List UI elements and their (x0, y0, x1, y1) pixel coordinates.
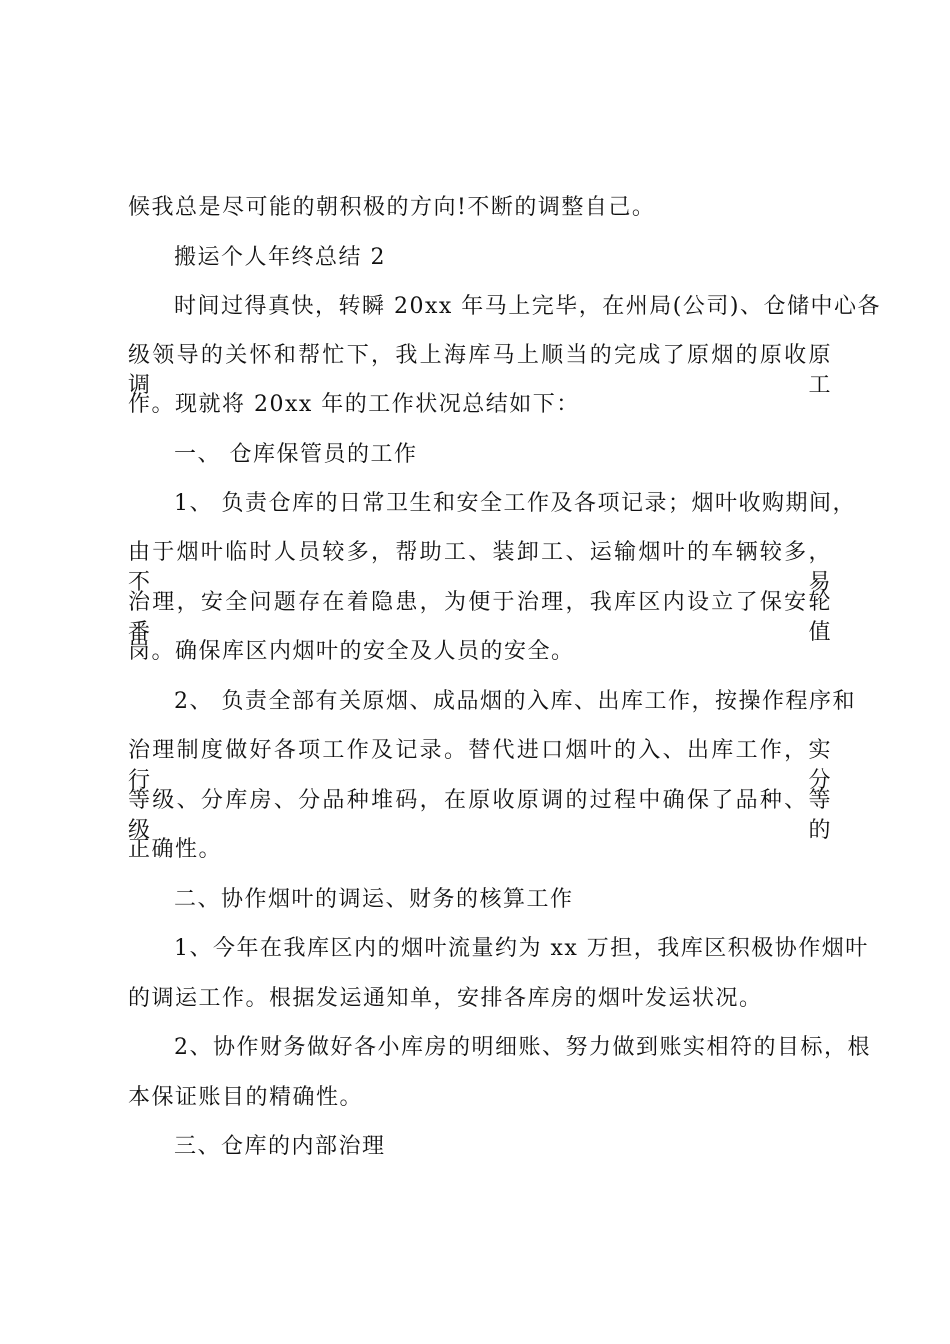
text-line: 2、协作财务做好各小库房的明细账、努力做到账实相符的目标，根 (174, 1035, 871, 1060)
text-line: 治理制度做好各项工作及记录。替代进口烟叶的入、出库工作，实行分 (128, 738, 832, 793)
text-line: 1、今年在我库区内的烟叶流量约为 xx 万担，我库区积极协作烟叶 (174, 936, 869, 961)
text-line: 岗。确保库区内烟叶的安全及人员的安全。 (128, 639, 575, 664)
text-line: 的调运工作。根据发运通知单，安排各库房的烟叶发运状况。 (128, 986, 763, 1011)
text-line: 级领导的关怀和帮忙下，我上海库马上顺当的完成了原烟的原收原调工 (128, 343, 832, 398)
text-line: 等级、分库房、分品种堆码，在原收原调的过程中确保了品种、等级的 (128, 788, 832, 843)
text-line: 时间过得真快，转瞬 20xx 年马上完毕，在州局(公司)、仓储中心各 (174, 294, 881, 319)
subheading: 三、仓库的内部治理 (174, 1134, 386, 1159)
text-line: 候我总是尽可能的朝积极的方向!不断的调整自己。 (128, 195, 656, 220)
subheading: 一、 仓库保管员的工作 (174, 442, 418, 467)
text-line: 1、 负责仓库的日常卫生和安全工作及各项记录；烟叶收购期间， (174, 491, 856, 516)
text-line: 由于烟叶临时人员较多，帮助工、装卸工、运输烟叶的车辆较多，不易 (128, 540, 832, 595)
text-line: 本保证账目的精确性。 (128, 1085, 364, 1110)
section-heading: 搬运个人年终总结 2 (174, 245, 386, 270)
text-line: 治理，安全问题存在着隐患，为便于治理，我库区内设立了保安轮番值 (128, 590, 832, 645)
text-line: 作。现就将 20xx 年的工作状况总结如下： (128, 392, 580, 417)
text-line: 2、 负责全部有关原烟、成品烟的入库、出库工作，按操作程序和 (174, 689, 856, 714)
text-line: 正确性。 (128, 837, 223, 862)
subheading: 二、协作烟叶的调运、财务的核算工作 (174, 887, 574, 912)
